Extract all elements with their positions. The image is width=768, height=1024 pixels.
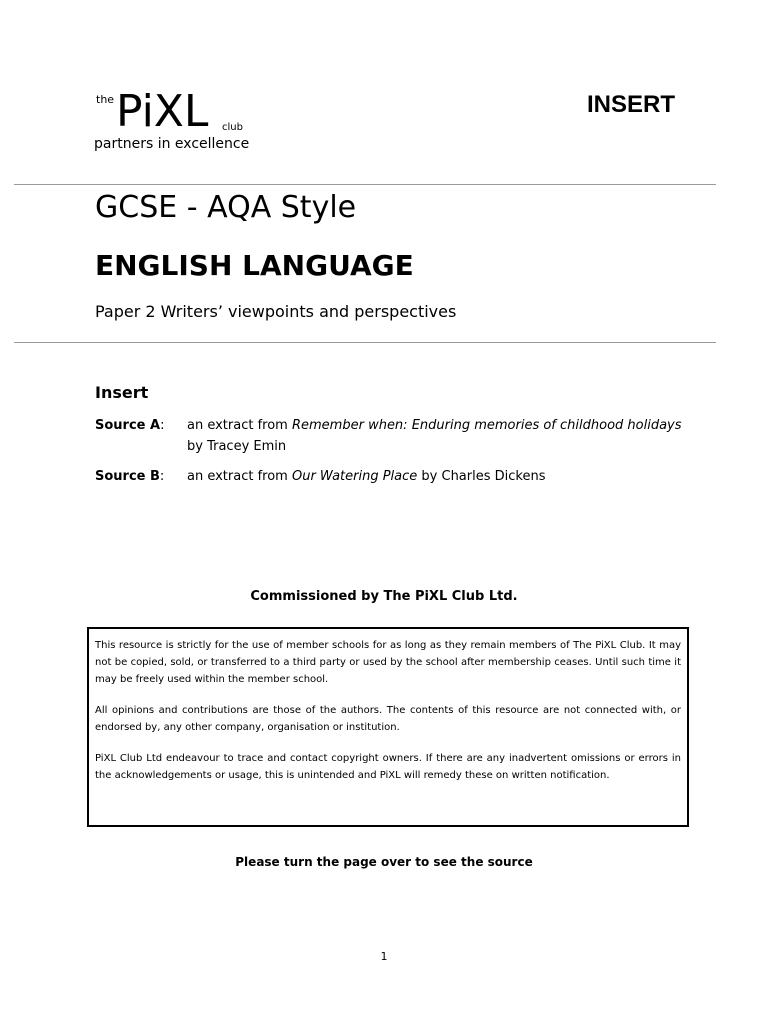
source-b-suffix: by Charles Dickens — [417, 469, 546, 484]
top-divider — [14, 184, 716, 185]
logo-pixl-text: PiXL — [116, 86, 209, 137]
source-a-prefix: an extract from — [187, 418, 292, 433]
commissioned-line: Commissioned by The PiXL Club Ltd. — [250, 589, 518, 604]
copyright-notice-box — [87, 627, 689, 827]
logo-club-text: club — [222, 122, 243, 133]
source-a-label: Source A: — [95, 418, 165, 433]
logo-tagline: partners in excellence — [94, 136, 250, 152]
source-b-prefix: an extract from — [187, 469, 292, 484]
logo-the-text: the — [96, 93, 115, 106]
insert-heading: Insert — [95, 383, 149, 402]
paper-subtitle: Paper 2 Writers’ viewpoints and perspectives — [95, 302, 457, 321]
source-b-work: Our Watering Place — [291, 469, 418, 484]
page-title: ENGLISH LANGUAGE — [95, 249, 414, 282]
header-divider — [14, 342, 716, 343]
source-b-description — [187, 466, 687, 487]
subject-heading: GCSE - AQA Style — [95, 190, 357, 225]
notice-paragraph: All opinions and contributions are those of the authors. The contents of this resource are not connected with, or endorsed by, any other company, organisation or institution. — [95, 705, 681, 733]
source-b-label: Source B: — [95, 469, 165, 484]
notice-paragraph: PiXL Club Ltd endeavour to trace and contact copyright owners. If there are any inadvertent omissions or errors in the acknowledgements or usage, this is unintended and PiXL will remedy these on written notification. — [95, 753, 681, 781]
notice-paragraph: This resource is strictly for the use of member schools for as long as they remain members of The PiXL Club. It may not be copied, sold, or transferred to a third party or used by the school after membership ceases. Until such time it may be freely used within the member school. — [95, 640, 681, 685]
source-a-author: by Tracey Emin — [187, 439, 287, 454]
pixl-club-logo — [90, 80, 255, 160]
page-number: 1 — [380, 950, 388, 963]
source-a-work: Remember when: Enduring memories of childhood holidays — [291, 418, 682, 433]
insert-label: INSERT — [586, 91, 675, 118]
source-a-description — [187, 415, 687, 457]
turn-over-instruction: Please turn the page over to see the source — [235, 855, 533, 869]
